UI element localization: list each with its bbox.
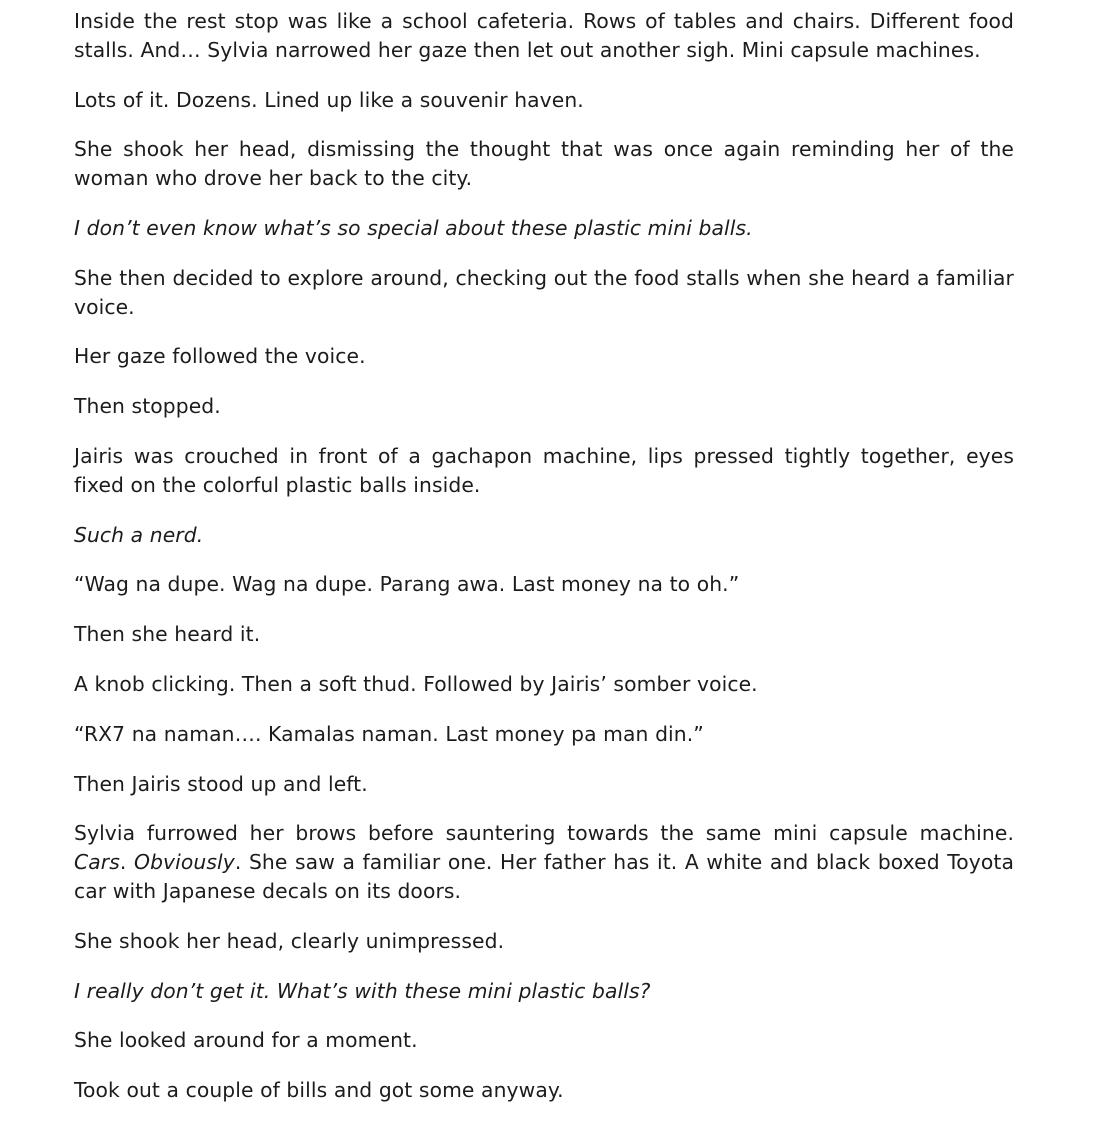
paragraph [74,819,1014,905]
dialogue-paragraph: “RX7 na naman…. Kamalas naman. Last money pa man din.” [74,721,704,746]
paragraph: She looked around for a moment. [74,1028,418,1053]
paragraph: Then she heard it. [74,622,261,647]
italic-thought: I really don’t get it. What’s with these mini plastic balls? [74,978,651,1003]
dialogue-paragraph: “Wag na dupe. Wag na dupe. Parang awa. Last money na to oh.” [74,572,740,597]
italic-thought: Such a nerd. [74,522,204,547]
paragraph: Lots of it. Dozens. Lined up like a souvenir haven. [74,87,584,112]
paragraph: She shook her head, dismissing the thought that was once again reminding her of the woman who drove her back to the city. [74,137,1014,191]
paragraph: A knob clicking. Then a soft thud. Followed by Jairis’ somber voice. [74,671,758,696]
italic-thought: I don’t even know what’s so special about these plastic mini balls. [74,215,753,240]
text-run: Sylvia furrowed her brows before sauntering towards the same mini capsule machine. [74,821,1014,846]
italic-word: Cars [74,850,120,875]
text-run: . [119,850,135,875]
paragraph: Then Jairis stood up and left. [74,771,368,796]
paragraph: Her gaze followed the voice. [74,344,366,369]
paragraph: She shook her head, clearly unimpressed. [74,928,505,953]
paragraph: Then stopped. [74,394,221,419]
story-text [74,7,1014,1126]
paragraph: She then decided to explore around, checking out the food stalls when she heard a familiar voice. [74,265,1014,319]
paragraph: Inside the rest stop was like a school cafeteria. Rows of tables and chairs. Different food stalls. And… Sylvia narrowed her gaze then let out another sigh. Mini capsule machines. [74,9,1014,62]
paragraph: Jairis was crouched in front of a gachapon machine, lips pressed tightly together, eyes fixed on the colorful plastic balls inside. [74,443,1014,497]
paragraph: Took out a couple of bills and got some anyway. [74,1078,564,1103]
text-run: . She saw a familiar one. Her father has it. A white and black boxed Toyota car with Japanese decals on its doors. [74,850,1015,903]
italic-word: Obviously [134,850,235,875]
